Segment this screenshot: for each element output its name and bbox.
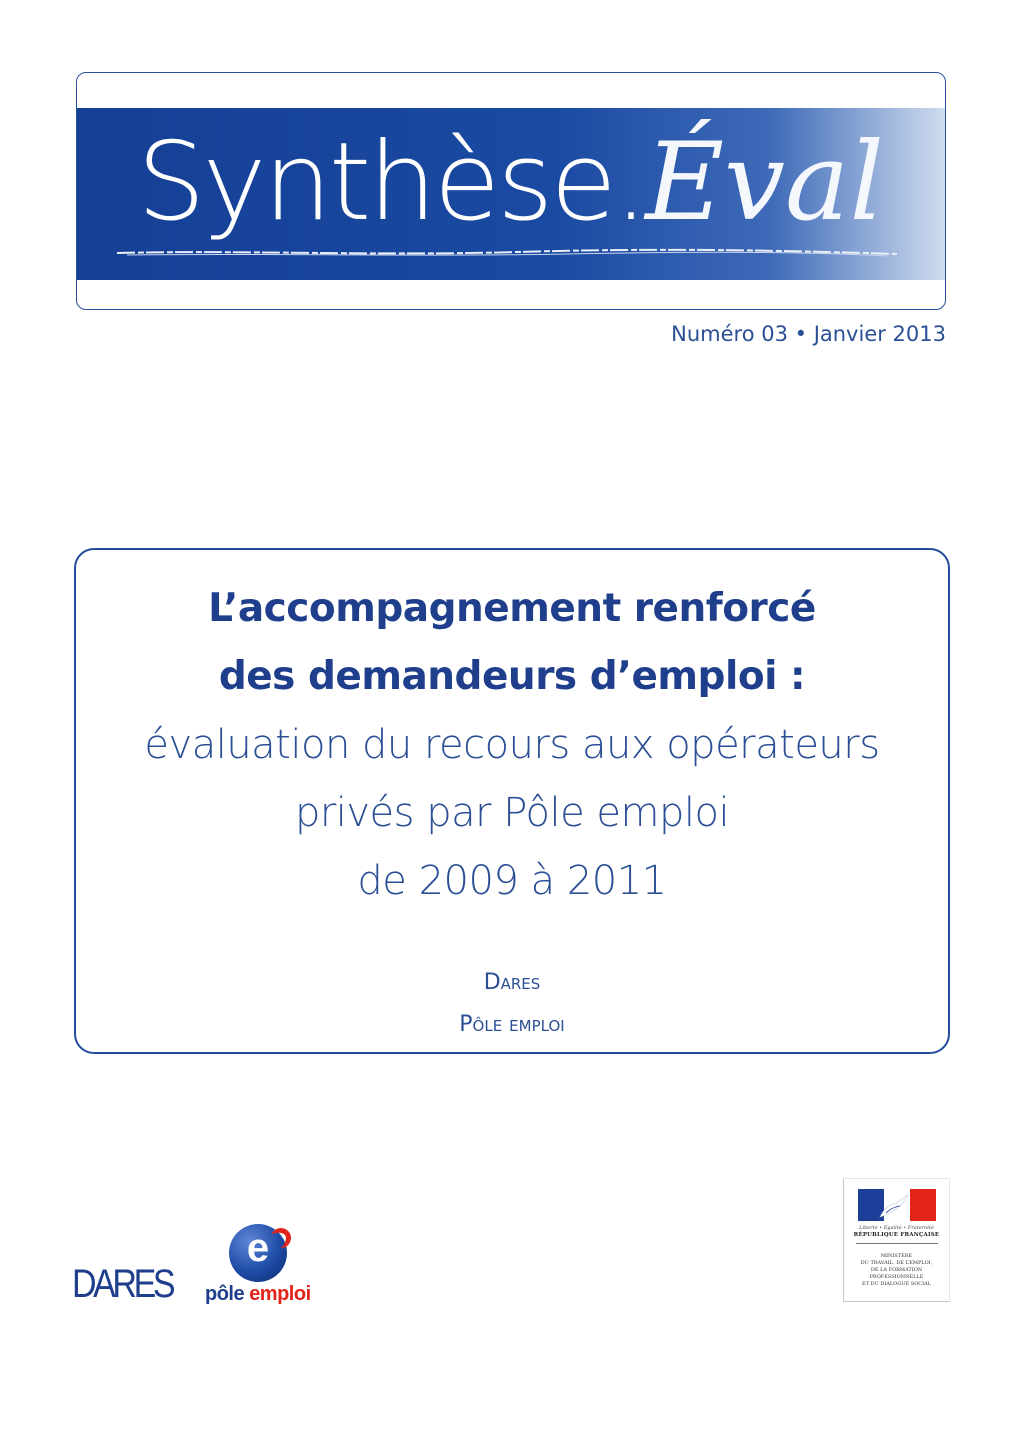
issue-number-date: Numéro 03 • Janvier 2013 — [671, 322, 946, 346]
masthead-title — [137, 118, 884, 248]
pole-emploi-logo-letter: e — [246, 1226, 270, 1270]
pole-emploi-word-emploi: emploi — [249, 1283, 311, 1305]
pole-emploi-logo-icon — [229, 1224, 287, 1282]
dares-logo: DARES — [72, 1262, 173, 1306]
subtitle-line-3: de 2009 à 2011 — [357, 858, 667, 904]
title-line-1: L’accompagnement renforcé — [208, 586, 816, 631]
marianne-profile-icon — [874, 1189, 914, 1221]
ministry-line-5: ET DU DIALOGUE SOCIAL — [861, 1281, 932, 1287]
republique-francaise-label: RÉPUBLIQUE FRANÇAISE — [853, 1232, 940, 1238]
ministry-divider — [856, 1243, 938, 1244]
subtitle-line-1: évaluation du recours aux opérateurs — [144, 722, 880, 768]
subtitle-line-2: privés par Pôle emploi — [294, 790, 730, 836]
ministry-line-3: DE LA FORMATION — [870, 1267, 923, 1273]
ministry-line-4: PROFESSIONNELLE — [869, 1274, 924, 1280]
masthead-title-eval: Éval — [645, 120, 884, 245]
chalk-underline-decoration — [117, 248, 897, 258]
author-organization-pole-emploi: Pôle emploi — [459, 1012, 565, 1037]
pole-emploi-word-pole: pôle — [205, 1283, 245, 1305]
republic-motto: Liberté • Égalité • Fraternité — [859, 1225, 934, 1231]
masthead-banner — [77, 108, 945, 280]
ministry-line-2: DU TRAVAIL, DE L’EMPLOI, — [860, 1260, 933, 1266]
author-organization-dares: Dares — [483, 970, 541, 995]
pole-emploi-logo-text — [205, 1283, 311, 1306]
ministry-logo-block — [843, 1178, 950, 1302]
cover-title-box — [74, 548, 950, 1054]
title-line-2: des demandeurs d’emploi : — [218, 654, 806, 699]
masthead-title-main: Synthèse. — [137, 120, 646, 245]
ministry-line-1: MINISTÈRE — [880, 1253, 913, 1259]
